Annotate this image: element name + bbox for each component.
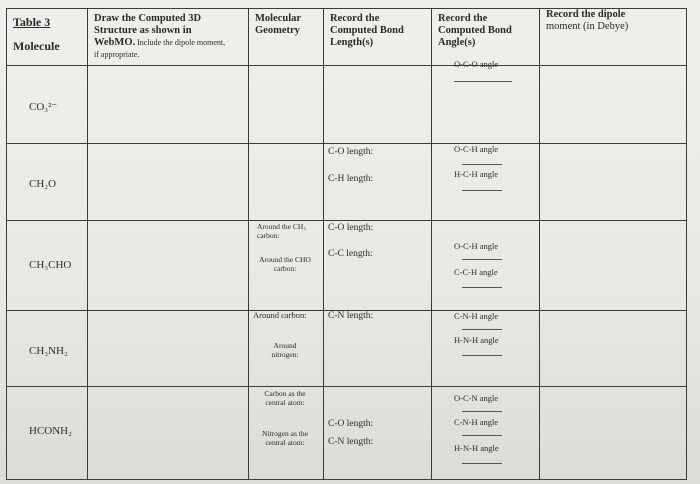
geometry-cell[interactable] (249, 144, 324, 221)
structure-cell[interactable] (88, 221, 249, 311)
dipole-cell[interactable] (540, 311, 687, 387)
length-label: C-N length: (328, 311, 374, 321)
row-methylamine (7, 311, 687, 387)
header-row (7, 9, 687, 66)
structure-header-line2: Structure as shown in (94, 25, 192, 36)
structure-header-line4: if appropriate. (94, 50, 140, 59)
angle-cell[interactable] (432, 387, 540, 480)
angle-blank[interactable] (462, 164, 502, 165)
angle-label: C-N-H angle (454, 417, 499, 427)
dipole-cell[interactable] (540, 221, 687, 311)
bond-length-column-header: Record the Computed Bond Length(s) (330, 13, 404, 48)
geometry-label: Around the CHO carbon: (259, 255, 311, 273)
header-geometry-cell (249, 9, 324, 66)
angle-label: O-C-N angle (454, 393, 499, 403)
length-cell[interactable] (324, 144, 432, 221)
molecule-name: CH₃CHO (29, 259, 72, 271)
header-dipole-cell (540, 9, 687, 66)
angle-cell[interactable] (432, 311, 540, 387)
length-cell[interactable] (324, 221, 432, 311)
structure-cell[interactable] (88, 387, 249, 480)
geometry-cell[interactable] (249, 387, 324, 480)
angle-blank[interactable] (462, 190, 502, 191)
geometry-label: Around the CH₃ carbon: (257, 222, 306, 240)
structure-cell[interactable] (88, 66, 249, 144)
molecule-column-header: Molecule (13, 39, 60, 53)
angle-cell[interactable] (432, 66, 540, 144)
angle-label: O-C-H angle (454, 241, 499, 251)
dipole-cell[interactable] (540, 144, 687, 221)
header-molecule-cell (7, 9, 88, 66)
angle-label: C-C-H angle (454, 267, 498, 277)
length-label: C-O length: (328, 147, 374, 157)
row-formamide (7, 387, 687, 480)
length-cell[interactable] (324, 66, 432, 144)
table-label: Table 3 (13, 15, 51, 29)
structure-header-line3: WebMO. Include the dipole moment, (94, 37, 226, 48)
angle-cell[interactable] (432, 221, 540, 311)
header-angle-cell (432, 9, 540, 69)
dipole-cell[interactable] (540, 387, 687, 480)
angle-blank[interactable] (462, 435, 502, 436)
geometry-cell[interactable] (249, 66, 324, 144)
length-cell[interactable] (324, 387, 432, 480)
structure-cell[interactable] (88, 311, 249, 387)
bond-angle-column-header: Record the Computed Bond Angle(s) (438, 13, 512, 48)
length-cell[interactable] (324, 311, 432, 387)
length-label: C-N length: (328, 437, 374, 447)
molecule-name: HCONH₂ (29, 425, 72, 437)
header-length-cell (324, 9, 432, 66)
angle-label: H-C-H angle (454, 169, 499, 179)
row-acetaldehyde (7, 221, 687, 311)
dipole-cell[interactable] (540, 66, 687, 144)
geometry-cell[interactable] (249, 311, 324, 387)
structure-cell[interactable] (88, 144, 249, 221)
oco-angle-label: O-C-O angle (454, 59, 499, 69)
row-carbonate (7, 66, 687, 144)
geometry-cell[interactable] (249, 221, 324, 311)
molecule-name: CH₂O (29, 178, 57, 190)
geometry-column-header: Molecular Geometry (255, 13, 302, 36)
structure-header-line1: Draw the Computed 3D (94, 13, 202, 24)
length-label: C-O length: (328, 223, 374, 233)
angle-blank[interactable] (462, 411, 502, 412)
angle-blank[interactable] (462, 259, 502, 260)
geometry-label: Nitrogen as the central atom: (262, 429, 308, 447)
structure-column-header (94, 13, 225, 61)
molecule-name: CH₃NH₂ (29, 345, 68, 357)
results-table (6, 8, 687, 480)
angle-label: H-N-H angle (454, 335, 499, 345)
angle-label: O-C-H angle (454, 144, 499, 154)
geometry-label: Around nitrogen: (271, 341, 299, 359)
molecule-name: CO₃²⁻ (29, 101, 58, 113)
length-label: C-C length: (328, 249, 373, 259)
dipole-column-header: Record the dipole moment (in Debye) (546, 9, 629, 32)
geometry-label: Carbon as the central atom: (264, 389, 306, 407)
angle-label: H-N-H angle (454, 443, 499, 453)
angle-blank[interactable] (462, 355, 502, 356)
length-label: C-O length: (328, 419, 374, 429)
angle-cell[interactable] (432, 144, 540, 221)
angle-blank[interactable] (462, 463, 502, 464)
angle-blank[interactable] (462, 329, 502, 330)
angle-blank[interactable] (462, 287, 502, 288)
geometry-label: Around carbon: (253, 310, 307, 320)
row-formaldehyde (7, 144, 687, 221)
length-label: C-H length: (328, 174, 374, 184)
angle-label: C-N-H angle (454, 311, 499, 321)
header-structure-cell (88, 9, 249, 66)
